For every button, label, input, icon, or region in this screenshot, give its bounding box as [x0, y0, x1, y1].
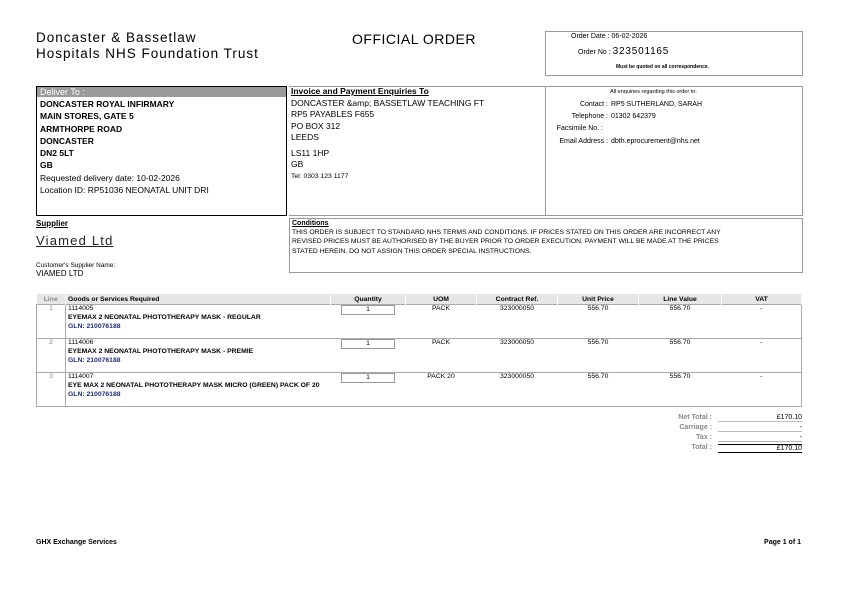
- customer-supplier-name-label: Customer's Supplier Name:: [36, 262, 116, 269]
- deliver-line: DONCASTER ROYAL INFIRMARY: [40, 99, 175, 109]
- row-item-code: 1114005: [68, 305, 94, 312]
- total-row: [640, 444, 802, 454]
- invoice-address: [291, 86, 484, 182]
- column-header-uom: UOM: [406, 294, 477, 305]
- row-item-code: 1114007: [68, 373, 94, 380]
- invoice-heading: Invoice and Payment Enquiries To: [291, 86, 429, 96]
- row-unit-price: 556.70: [587, 305, 609, 312]
- deliver-to-address: [37, 97, 286, 197]
- deliver-to-box: [36, 86, 287, 216]
- row-unit-price: 556.70: [587, 373, 609, 380]
- row-goods: [66, 373, 331, 407]
- row-line-value: 556.70: [669, 373, 691, 380]
- column-header-line-value: Line Value: [639, 294, 722, 305]
- deliver-postcode: DN2 5LT: [40, 148, 74, 159]
- organisation-name: [36, 30, 259, 62]
- conditions-line: REVISED PRICES MUST BE AUTHORISED BY THE BUYER PRIOR TO ORDER EXECUTION. PAYMENT WILL BE MADE AT THE PRICES: [292, 238, 719, 246]
- contact-heading: All enquiries regarding this order to:: [610, 89, 697, 95]
- telephone-value: 01302 642379: [611, 113, 656, 120]
- customer-supplier-name: VIAMED LTD: [36, 269, 84, 278]
- column-header-goods: Goods or Services Required: [66, 294, 331, 305]
- table-header-row: [37, 294, 802, 305]
- invoice-country: GB: [291, 159, 304, 169]
- page-number: Page 1 of 1: [764, 539, 801, 546]
- carriage-row: [640, 424, 802, 434]
- quantity-box: 1: [341, 339, 395, 349]
- tax-label: Tax :: [696, 434, 712, 441]
- tax-row: [640, 434, 802, 444]
- total-value: £170.10: [718, 444, 802, 453]
- telephone-label: Telephone :: [571, 113, 608, 120]
- row-uom: PACK 20: [427, 373, 455, 380]
- conditions-box: [289, 218, 803, 273]
- conditions-text: [290, 228, 802, 256]
- org-line-2: Hospitals NHS Foundation Trust: [36, 46, 259, 61]
- deliver-line: DONCASTER: [40, 135, 94, 146]
- total-label: Total :: [691, 444, 712, 451]
- deliver-line: ARMTHORPE ROAD: [40, 123, 123, 134]
- location-id: Location ID: RP51036 NEONATAL UNIT DRI: [40, 185, 209, 196]
- row-gln: GLN: 210076188: [68, 323, 121, 330]
- fax-label: Facsimile No. :: [556, 125, 603, 132]
- invoice-postcode: LS11 1HP: [291, 147, 330, 158]
- row-line-number: 2: [37, 339, 66, 373]
- quantity-box: 1: [341, 305, 395, 315]
- deliver-line: MAIN STORES, GATE 5: [40, 111, 134, 122]
- email-label: Email Address :: [559, 138, 608, 145]
- row-description: EYEMAX 2 NEONATAL PHOTOTHERAPY MASK - PREMIE: [68, 348, 254, 355]
- row-contract-ref: 323000050: [499, 339, 535, 346]
- row-gln: GLN: 210076188: [68, 391, 121, 398]
- order-date-value: 06-02-2026: [611, 33, 648, 40]
- table-row: [37, 305, 802, 339]
- deliver-to-heading: Deliver To :: [37, 87, 286, 97]
- row-gln: GLN: 210076188: [68, 357, 121, 364]
- row-quantity: [331, 305, 406, 339]
- email-value: dbth.eprocurement@nhs.net: [611, 138, 700, 145]
- supplier-name: Viamed Ltd: [36, 233, 114, 248]
- invoice-line: DONCASTER &amp; BASSETLAW TEACHING FT: [291, 97, 485, 108]
- order-number: [578, 46, 669, 57]
- net-total-label: Net Total :: [678, 414, 712, 421]
- supplier-heading: Supplier: [36, 219, 69, 228]
- order-reference-box: [545, 31, 803, 76]
- contact-box: [545, 86, 803, 216]
- contact-label: Contact :: [579, 101, 608, 108]
- quote-note: Must be quoted on all correspondence.: [616, 64, 710, 70]
- row-vat: -: [760, 339, 763, 346]
- order-date-label: Order Date :: [571, 33, 610, 40]
- footer-provider: GHX Exchange Services: [36, 539, 117, 546]
- row-line-number: 3: [37, 373, 66, 407]
- row-contract-ref: 323000050: [499, 373, 535, 380]
- column-header-quantity: Quantity: [331, 294, 406, 305]
- row-unit-price: 556.70: [587, 339, 609, 346]
- row-contract-ref: 323000050: [499, 305, 535, 312]
- row-vat: -: [760, 305, 763, 312]
- row-line-number: 1: [37, 305, 66, 339]
- net-total-value: £170.10: [718, 414, 802, 422]
- column-header-vat: VAT: [722, 294, 802, 305]
- column-header-unit-price: Unit Price: [558, 294, 639, 305]
- row-uom: PACK: [431, 339, 450, 346]
- conditions-line: STATED HEREIN. DO NOT ASSIGN THIS ORDER SPECIAL INSTRUCTIONS.: [292, 247, 532, 255]
- requested-delivery-date: Requested delivery date: 10-02-2026: [40, 172, 180, 183]
- row-quantity: [331, 339, 406, 373]
- conditions-line: THIS ORDER IS SUBJECT TO STANDARD NHS TERMS AND CONDITIONS. IF PRICES STATED ON THIS ORDER ARE INCORRECT ANY: [292, 229, 721, 236]
- totals-block: [640, 414, 802, 454]
- row-line-value: 556.70: [669, 339, 691, 346]
- quantity-box: 1: [341, 373, 395, 383]
- row-description: EYEMAX 2 NEONATAL PHOTOTHERAPY MASK - REGULAR: [68, 314, 261, 321]
- document-title: OFFICIAL ORDER: [352, 31, 476, 47]
- row-quantity: [331, 373, 406, 407]
- row-item-code: 1114006: [68, 339, 94, 346]
- table-row: [37, 339, 802, 373]
- order-items-table: [36, 294, 802, 407]
- order-number-label: Order No :: [578, 49, 611, 56]
- row-vat: -: [760, 373, 763, 380]
- carriage-value: -: [718, 424, 802, 432]
- conditions-heading: Conditions: [292, 220, 329, 227]
- contact-value: RP5 SUTHERLAND, SARAH: [611, 101, 703, 108]
- order-number-value: 323501165: [612, 46, 670, 57]
- deliver-country: GB: [40, 160, 53, 171]
- net-total-row: [640, 414, 802, 424]
- row-goods: [66, 305, 331, 339]
- row-line-value: 556.70: [669, 305, 691, 312]
- column-header-line: Line: [37, 294, 66, 305]
- row-goods: [66, 339, 331, 373]
- invoice-telephone: Tel: 0303 123 1177: [291, 172, 349, 180]
- column-header-contract: Contract Ref.: [477, 294, 558, 305]
- table-row: [37, 373, 802, 407]
- row-uom: PACK: [431, 305, 450, 312]
- row-description: EYE MAX 2 NEONATAL PHOTOTHERAPY MASK MICRO (GREEN) PACK OF 20: [68, 382, 320, 389]
- invoice-line: LEEDS: [291, 132, 319, 142]
- order-date: [571, 33, 647, 40]
- org-line-1: Doncaster & Bassetlaw: [36, 30, 197, 45]
- carriage-label: Carriage :: [679, 424, 712, 431]
- tax-value: -: [718, 434, 802, 442]
- invoice-line: PO BOX 312: [291, 120, 341, 131]
- invoice-line: RP5 PAYABLES F655: [291, 109, 375, 119]
